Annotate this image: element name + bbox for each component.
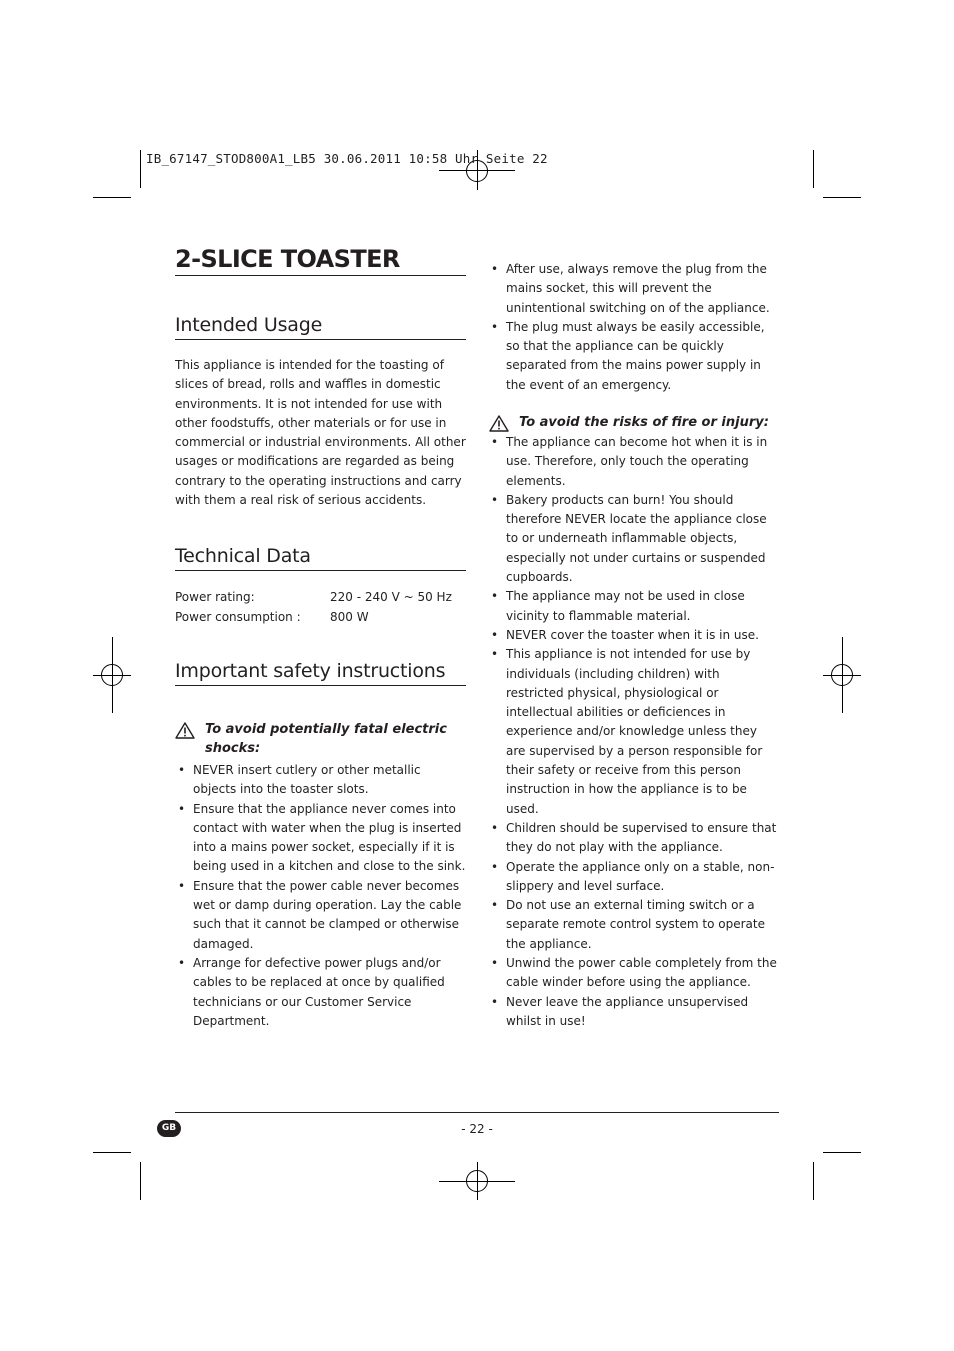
fire-safety-list: [489, 433, 779, 1031]
tech-label: Power rating:: [175, 590, 255, 604]
technical-data-heading: Technical Data: [175, 543, 466, 571]
safety-heading: Important safety instructions: [175, 658, 466, 686]
list-item: • Operate the appliance only on a stable, non-slippery and level surface.: [489, 858, 779, 897]
list-item: • The appliance can become hot when it is in use. Therefore, only touch the operating elements.: [489, 433, 779, 491]
list-item: • Children should be supervised to ensure that they do not play with the appliance.: [489, 819, 779, 858]
tech-value: 800 W: [330, 610, 369, 624]
page-number: - 22 -: [461, 1122, 493, 1136]
page-title: 2-SLICE TOASTER: [175, 244, 466, 276]
electric-safety-list: [176, 761, 466, 1031]
footer-rule: [175, 1112, 779, 1113]
technical-data-table: [175, 587, 466, 627]
list-item: • NEVER insert cutlery or other metallic objects into the toaster slots.: [176, 761, 466, 800]
list-item: • The plug must always be easily accessible, so that the appliance can be quickly separated from the mains power supply in the event of an emergency.: [489, 318, 779, 395]
print-slug: IB_67147_STOD800A1_LB5 30.06.2011 10:58 Uhr Seite 22: [146, 151, 548, 166]
fire-warning-heading: To avoid the risks of fire or injury:: [489, 413, 779, 432]
warning-triangle-icon: [489, 415, 509, 432]
electric-warning-heading: To avoid potentially fatal electric shocks:: [175, 720, 466, 758]
warning-triangle-icon: [175, 722, 195, 739]
list-item: • Bakery products can burn! You should therefore NEVER locate the appliance close to or underneath inflammable objects, especially not under curtains or suspended cupboards.: [489, 491, 779, 587]
language-badge: GB: [157, 1120, 181, 1137]
tech-row: [175, 587, 466, 607]
list-item: • Ensure that the appliance never comes into contact with water when the plug is inserted into a mains power socket, especially if it is being used in a kitchen and close to the sink.: [176, 800, 466, 877]
tech-value: 220 - 240 V ~ 50 Hz: [330, 590, 452, 604]
list-item: • The appliance may not be used in close vicinity to flammable material.: [489, 587, 779, 626]
intended-usage-heading: Intended Usage: [175, 312, 466, 340]
list-item: • Unwind the power cable completely from the cable winder before using the appliance.: [489, 954, 779, 993]
list-item: • Arrange for defective power plugs and/or cables to be replaced at once by qualified technicians or our Customer Service Department.: [176, 954, 466, 1031]
list-item: • Ensure that the power cable never becomes wet or damp during operation. Lay the cable such that it cannot be clamped or otherwise damaged.: [176, 877, 466, 954]
list-item: • Do not use an external timing switch or a separate remote control system to operate the appliance.: [489, 896, 779, 954]
list-item: • This appliance is not intended for use by individuals (including children) with restricted physical, physiological or intellectual abilities or deficiences in experience and/or knowledge unless they are supervised by a person responsible for their safety or receive from this person instruction in how the appliance is to be used.: [489, 645, 779, 819]
tech-label: Power consumption :: [175, 610, 301, 624]
tech-row: [175, 607, 466, 627]
list-item: • NEVER cover the toaster when it is in use.: [489, 626, 779, 645]
list-item: • After use, always remove the plug from the mains socket, this will prevent the unintentional switching on of the appliance.: [489, 260, 779, 318]
intended-usage-text: This appliance is intended for the toasting of slices of bread, rolls and waffles in domestic environments. It is not intended for use with other foodstuffs, other materials or for use in commercial or industrial environments. All other usages or modifications are regarded as being contrary to the operating instructions and carry with them a real risk of serious accidents.: [175, 358, 466, 508]
list-item: • Never leave the appliance unsupervised whilst in use!: [489, 993, 779, 1032]
continued-safety-list: [489, 260, 779, 395]
